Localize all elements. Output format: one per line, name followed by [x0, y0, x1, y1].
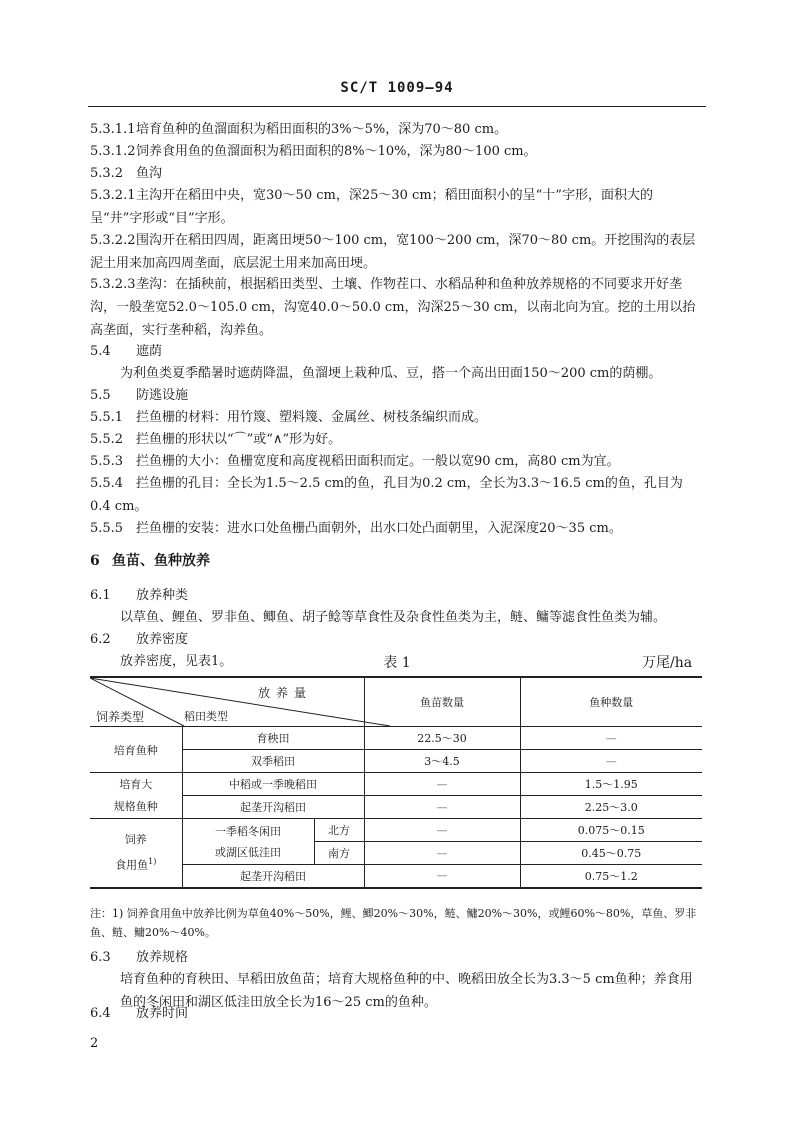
- field-type-line: 或湖区低洼田: [215, 845, 281, 859]
- field-type: 起垄开沟稻田: [182, 796, 364, 819]
- stocking-density-table: [90, 676, 702, 889]
- fingerling-value: 1.5～1.95: [520, 773, 702, 796]
- clause-6-4: [90, 1002, 702, 1025]
- clause-text: 为利鱼类夏季酷暑时遮荫降温，鱼溜埂上栽种瓜、豆，搭一个高出田面150～200 cm的荫棚。: [120, 366, 662, 381]
- header-culture-type: 饲养类型: [96, 710, 145, 724]
- fry-value: —: [364, 773, 520, 796]
- clause-text: 以草鱼、鲤鱼、罗非鱼、鲫鱼、胡子鲶等草食性及杂食性鱼类为主，鲢、鳙等滤食性鱼类为辅。: [120, 610, 667, 625]
- clause-text: 放养密度，见表1。: [120, 654, 233, 669]
- fingerling-value: —: [520, 750, 702, 773]
- clause-number: 5.5.1: [90, 410, 124, 425]
- clause-5-4: [90, 340, 702, 363]
- clause-text: 拦鱼栅的材料：用竹篾、塑料篾、金属丝、树枝条编织而成。: [136, 410, 488, 425]
- clause-5-3-2: [90, 162, 702, 185]
- region-north: 北方: [314, 819, 364, 842]
- clause-text: 主沟开在稻田中央，宽30～50 cm，深25～30 cm；稻田面积小的呈“十”字形，面积大的呈“井”字形或“目”字形。: [90, 188, 653, 226]
- fry-value: 22.5～30: [364, 727, 520, 750]
- clause-number: 6.4: [90, 1006, 111, 1021]
- clause-text: 围沟开在稻田四周，距离田埂50～100 cm，宽100～200 cm，深70～80 cm。开挖围沟的表层泥土用来加高四周垄面，底层泥土用来加高田埂。: [90, 233, 696, 271]
- clause-5-5-4: [90, 472, 702, 518]
- clause-5-3-2-1: [90, 184, 702, 230]
- clause-5-4-body: [90, 362, 732, 385]
- fingerling-value: 0.45～0.75: [520, 842, 702, 865]
- header-field-type: 稻田类型: [184, 710, 228, 723]
- section-title: 鱼苗、鱼种放养: [112, 553, 210, 569]
- fry-value: —: [364, 819, 520, 842]
- fry-value: —: [364, 842, 520, 865]
- header-rule: [88, 106, 706, 107]
- clause-5-3-1-1: [90, 118, 702, 141]
- clause-5-3-2-3: [90, 273, 702, 342]
- clause-text: 拦鱼栅的形状以“⌒”或“∧”形为好。: [136, 432, 342, 447]
- clause-title: 放养种类: [136, 588, 189, 603]
- clause-5-5: [90, 384, 702, 407]
- table-caption: 表 1: [383, 655, 411, 671]
- clause-6-1-body: [90, 606, 732, 629]
- group-table-fish: [90, 819, 182, 888]
- clause-5-5-5: [90, 517, 702, 540]
- table-note: 注：1) 饲养食用鱼中放养比例为草鱼40%～50%，鲤、鲫20%～30%，鲢、鳙20%～30%，或鲤60%～80%，草鱼、罗非鱼、鲢、鳙20%～40%。: [90, 907, 697, 939]
- group-label-line: 培育大: [119, 777, 153, 791]
- fingerling-value: 0.075～0.15: [520, 819, 702, 842]
- fry-value: —: [364, 796, 520, 819]
- footnote-marker: 1): [148, 856, 157, 866]
- clause-text: 培育鱼种的育秧田、早稻田放鱼苗；培育大规格鱼种的中、晚稻田放全长为3.3～5 cm鱼种；养食用鱼的冬闲田和湖区低洼田放全长为16～25 cm的鱼种。: [120, 972, 693, 1010]
- section-number: 6: [90, 553, 100, 569]
- clause-number: 5.3.1.2: [90, 144, 136, 159]
- clause-number: 5.5.3: [90, 454, 124, 469]
- clause-number: 5.5.4: [90, 476, 124, 491]
- clause-text: 鱼沟: [136, 166, 163, 181]
- clause-text: 垄沟：在插秧前，根据稻田类型、土壤、作物茬口、水稻品种和鱼种放养规格的不同要求开好垄沟，一般垄宽52.0～105.0 cm，沟宽40.0～50.0 cm，沟深25～30 cm，以南北向为宜。挖的土用以抬高垄面，实行垄种稻，沟养鱼。: [90, 277, 696, 338]
- group-large-fingerling: [90, 773, 182, 819]
- page-number: 2: [90, 1036, 99, 1051]
- group-label-line: 规格鱼种: [113, 799, 158, 813]
- clause-text: 防逃设施: [136, 388, 189, 403]
- field-type: 中稻或一季晚稻田: [182, 773, 364, 796]
- clause-number: 5.3.2.1: [90, 188, 136, 203]
- clause-text: 饲养食用鱼的鱼溜面积为稻田面积的8%～10%，深为80～100 cm。: [136, 144, 537, 159]
- region-south: 南方: [314, 842, 364, 865]
- group-label-line: 食用鱼: [115, 858, 149, 872]
- clause-number: 5.3.2.3: [90, 277, 136, 292]
- header-stocking-amount: 放养量: [258, 686, 313, 700]
- clause-text: 培育鱼种的鱼溜面积为稻田面积的3%～5%，深为70～80 cm。: [136, 122, 508, 137]
- clause-number: 5.5.5: [90, 521, 124, 536]
- clause-text: 拦鱼栅的孔目：全长为1.5～2.5 cm的鱼，孔目为0.2 cm，全长为3.3～16.5 cm的鱼，孔目为0.4 cm。: [90, 476, 683, 514]
- clause-text: 拦鱼栅的安装：进水口处鱼栅凸面朝外，出水口处凸面朝里，入泥深度20～35 cm。: [136, 521, 622, 536]
- fingerling-value: 0.75～1.2: [520, 865, 702, 888]
- header-fry-count: 鱼苗数量: [364, 677, 520, 727]
- clause-number: 5.3.1.1: [90, 122, 136, 137]
- clause-number: 6.2: [90, 632, 111, 647]
- clause-title: 放养规格: [136, 950, 189, 965]
- field-type-fallow: [182, 819, 314, 865]
- clause-number: 5.3.2.2: [90, 233, 136, 248]
- field-type: 育秧田: [182, 727, 364, 750]
- clause-title: 放养密度: [136, 632, 189, 647]
- field-type: 起垄开沟稻田: [182, 865, 364, 888]
- group-fingerling-rearing: 培育鱼种: [90, 727, 182, 773]
- fingerling-value: 2.25～3.0: [520, 796, 702, 819]
- clause-6-2: [90, 628, 702, 651]
- clause-5-3-1-2: [90, 140, 702, 163]
- section-6-heading: [90, 550, 210, 570]
- clause-number: 5.5.2: [90, 432, 124, 447]
- diagonal-header-cell: [90, 677, 364, 727]
- field-type: 双季稻田: [182, 750, 364, 773]
- document-code-header: SC/T 1009—94: [340, 80, 454, 96]
- group-label-line: 饲养: [124, 832, 147, 846]
- fingerling-value: —: [520, 727, 702, 750]
- clause-text: 遮荫: [136, 344, 163, 359]
- clause-number: 5.3.2: [90, 166, 124, 181]
- clause-5-3-2-2: [90, 229, 702, 275]
- clause-5-5-1: [90, 406, 702, 429]
- clause-5-5-3: [90, 450, 702, 473]
- clause-number: 5.5: [90, 388, 111, 403]
- clause-text: 拦鱼栅的大小：鱼栅宽度和高度视稻田面积而定。一般以宽90 cm，高80 cm为宜。: [136, 454, 620, 469]
- fry-value: 3～4.5: [364, 750, 520, 773]
- clause-6-3: [90, 946, 702, 969]
- header-fingerling-count: 鱼种数量: [520, 677, 702, 727]
- clause-6-1: [90, 584, 702, 607]
- table-unit: 万尾/ha: [642, 655, 693, 671]
- clause-5-5-2: [90, 428, 702, 451]
- clause-title: 放养时间: [136, 1006, 189, 1021]
- clause-number: 5.4: [90, 344, 111, 359]
- fry-value: —: [364, 865, 520, 888]
- field-type-line: 一季稻冬闲田: [215, 824, 281, 838]
- clause-number: 6.3: [90, 950, 111, 965]
- clause-number: 6.1: [90, 588, 111, 603]
